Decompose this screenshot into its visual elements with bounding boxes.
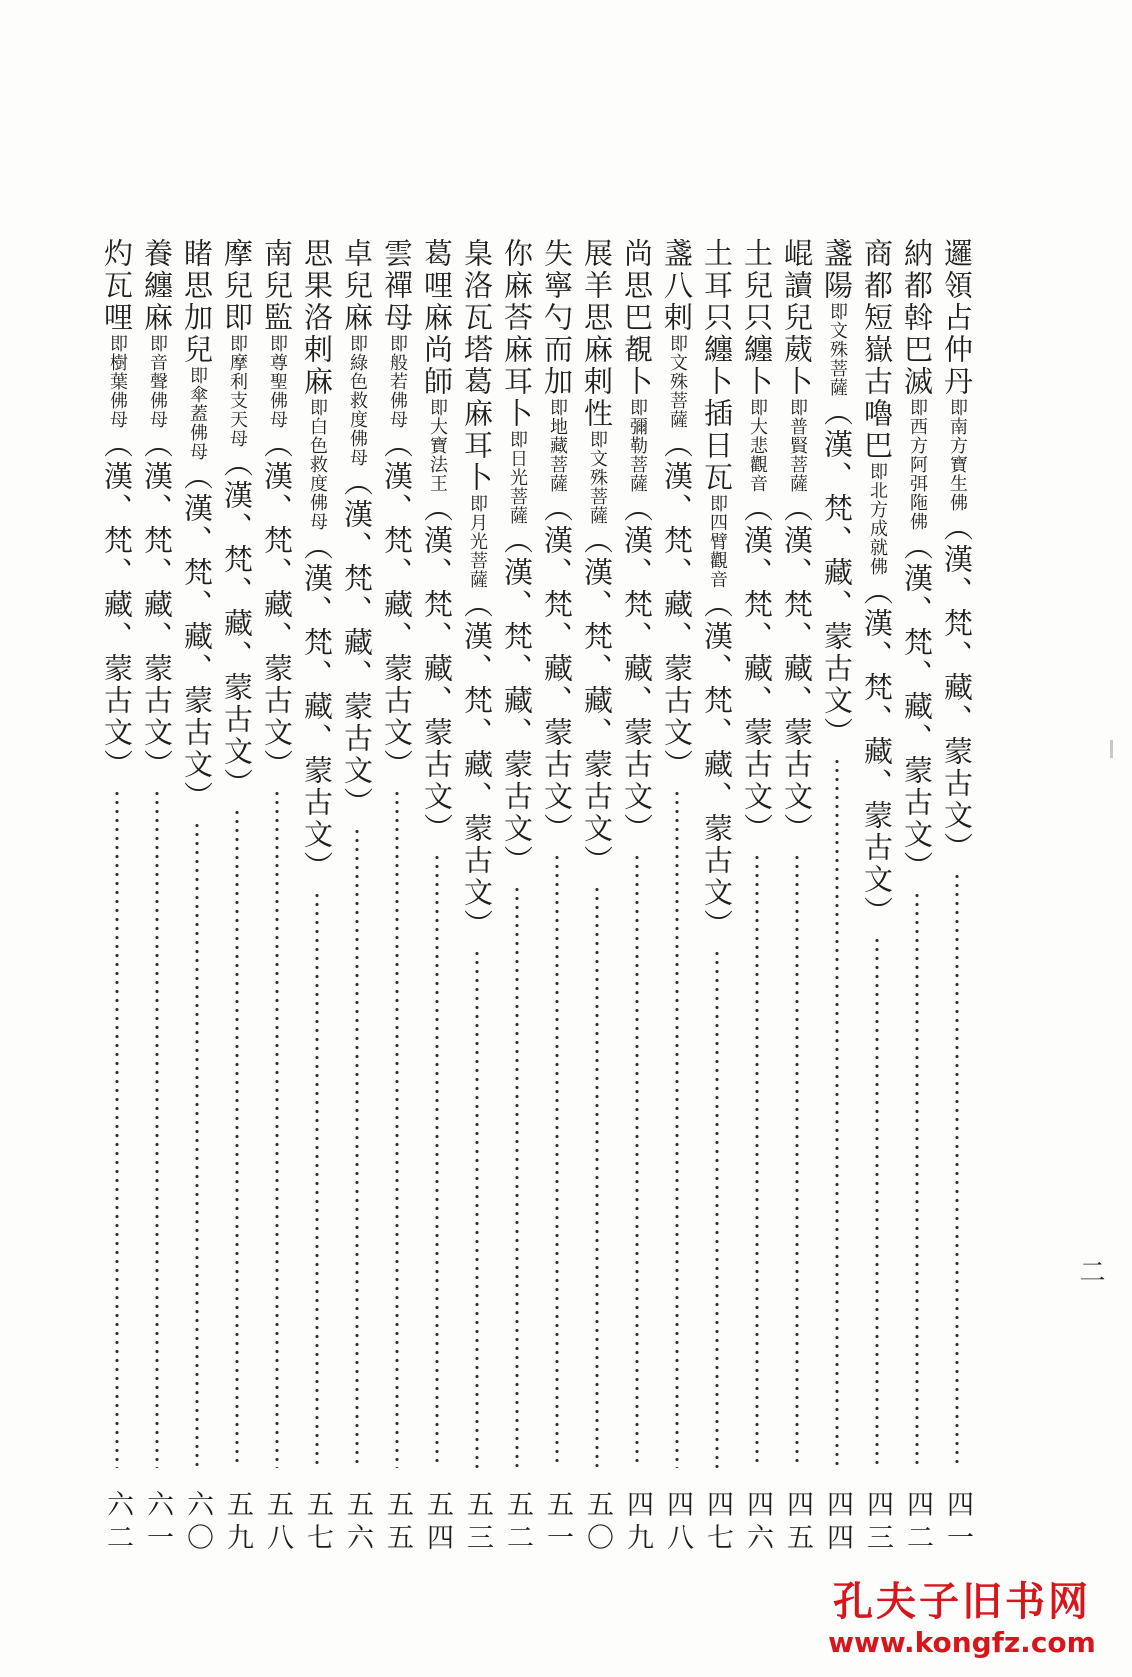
leader-dots (635, 853, 639, 1468)
entry-languages: （漢、梵、藏、蒙古文） (660, 429, 694, 781)
folio-number: 二 (1075, 1258, 1105, 1284)
entry-description: 即日光菩薩 (507, 430, 528, 525)
entry-languages: （漢、梵、藏、蒙古文） (780, 493, 814, 845)
page-number: 五一 (542, 1490, 573, 1556)
scan-edge-mark (1110, 740, 1113, 758)
toc-entry[interactable] (940, 238, 974, 1568)
page-number: 四三 (862, 1490, 893, 1556)
leader-dots (475, 949, 479, 1468)
entry-description: 即彌勒菩薩 (627, 398, 648, 493)
page-number: 五二 (502, 1490, 533, 1556)
entry-name: 思果洛剌麻 (300, 238, 334, 398)
page-number: 五六 (342, 1490, 373, 1556)
leader-dots (715, 949, 719, 1468)
entry-description: 即大寶法王 (427, 398, 448, 493)
toc-entry[interactable] (620, 238, 654, 1568)
entry-description: 即傘蓋佛母 (187, 366, 208, 461)
entry-languages: （漢、梵、藏、蒙古文） (900, 531, 934, 883)
page-number: 五五 (382, 1490, 413, 1556)
toc-entry[interactable] (580, 238, 614, 1568)
toc-entry[interactable] (180, 238, 214, 1568)
entry-languages: （漢、梵、藏、蒙古文） (340, 467, 374, 819)
entry-languages: （漢、梵、藏、蒙古文） (860, 576, 894, 928)
leader-dots (595, 885, 599, 1468)
toc-entry[interactable] (380, 238, 414, 1568)
page-number: 四八 (662, 1490, 693, 1556)
leader-dots (435, 853, 439, 1468)
watermark-title: 孔夫子旧书网 (833, 1579, 1091, 1625)
toc-entry[interactable] (700, 238, 734, 1568)
toc-entry[interactable] (460, 238, 494, 1568)
entry-description: 即文殊菩薩 (667, 334, 688, 429)
table-of-contents (100, 238, 1040, 1568)
entry-name: 尚思巴覩卜 (620, 238, 654, 398)
entry-name: 商都短嶽古嚕巴 (860, 238, 894, 462)
toc-entry[interactable] (140, 238, 174, 1568)
entry-description: 即音聲佛母 (147, 334, 168, 429)
leader-dots (955, 872, 959, 1468)
page-number: 五〇 (582, 1490, 613, 1556)
entry-languages: （漢、梵、藏、蒙古文） (380, 429, 414, 781)
entry-name: 你麻荅麻耳卜 (500, 238, 534, 430)
entry-name: 展羊思麻剌性 (580, 238, 614, 430)
entry-name: 盞八剌 (660, 238, 694, 334)
page-number: 五七 (302, 1490, 333, 1556)
entry-languages: （漢、梵、藏、蒙古文） (180, 461, 214, 813)
page-number: 四四 (822, 1490, 853, 1556)
entry-languages: （漢、梵、藏、蒙古文） (140, 429, 174, 781)
entry-name: 南兒監 (260, 238, 294, 334)
entry-description: 即北方成就佛 (867, 462, 888, 576)
entry-description: 即四臂觀音 (707, 494, 728, 589)
leader-dots (755, 853, 759, 1468)
entry-description: 即地藏菩薩 (547, 398, 568, 493)
page-number: 五八 (262, 1490, 293, 1556)
page-number: 五三 (462, 1490, 493, 1556)
entry-description: 即白色救度佛母 (307, 398, 328, 531)
entry-description: 即般若佛母 (387, 334, 408, 429)
toc-entry[interactable] (260, 238, 294, 1568)
leader-dots (195, 821, 199, 1468)
entry-name: 盞陽 (820, 238, 854, 302)
entry-name: 失寧勺而加 (540, 238, 574, 398)
leader-dots (875, 936, 879, 1468)
entry-name: 崐讀兒葳卜 (780, 238, 814, 398)
leader-dots (275, 789, 279, 1468)
entry-name: 雲禪母 (380, 238, 414, 334)
entry-languages: （漢、梵、藏、蒙古文） (460, 589, 494, 941)
toc-entry[interactable] (660, 238, 694, 1568)
page-number: 六〇 (182, 1490, 213, 1556)
leader-dots (315, 891, 319, 1468)
page-number: 六二 (102, 1490, 133, 1556)
entry-name: 葛哩麻尚師 (420, 238, 454, 398)
toc-entry[interactable] (820, 238, 854, 1568)
page-number: 四六 (742, 1490, 773, 1556)
entry-languages: （漢、梵、藏、蒙古文） (220, 448, 254, 800)
leader-dots (155, 789, 159, 1468)
entry-name: 灼瓦哩 (100, 238, 134, 334)
leader-dots (115, 789, 119, 1468)
toc-entry[interactable] (500, 238, 534, 1568)
toc-entry[interactable] (340, 238, 374, 1568)
leader-dots (555, 853, 559, 1468)
entry-name: 養纏麻 (140, 238, 174, 334)
entry-description: 即尊聖佛母 (267, 334, 288, 429)
entry-name: 摩兒即 (220, 238, 254, 334)
toc-entry[interactable] (740, 238, 774, 1568)
entry-description: 即文殊菩薩 (827, 302, 848, 397)
toc-entry[interactable] (100, 238, 134, 1568)
entry-languages: （漢、梵、藏、蒙古文） (260, 429, 294, 781)
page-number: 五四 (422, 1490, 453, 1556)
entry-description: 即月光菩薩 (467, 494, 488, 589)
leader-dots (835, 757, 839, 1468)
entry-languages: （漢、梵、藏、蒙古文） (500, 525, 534, 877)
entry-languages: （漢、梵、藏、蒙古文） (580, 525, 614, 877)
page-number: 四一 (942, 1490, 973, 1556)
watermark (812, 1578, 1112, 1660)
page-number: 四七 (702, 1490, 733, 1556)
entry-name: 睹思加兒 (180, 238, 214, 366)
entry-languages: （漢、梵、藏、蒙古文） (420, 493, 454, 845)
entry-languages: （漢、梵、藏、蒙古文） (940, 512, 974, 864)
entry-languages: （漢、梵、藏、蒙古文） (540, 493, 574, 845)
page-number: 五九 (222, 1490, 253, 1556)
leader-dots (395, 789, 399, 1468)
page-number: 四九 (622, 1490, 653, 1556)
toc-entry[interactable] (540, 238, 574, 1568)
entry-name: 土兒只纏卜 (740, 238, 774, 398)
toc-entry[interactable] (900, 238, 934, 1568)
entry-name: 納都斡巴滅 (900, 238, 934, 398)
entry-languages: （漢、梵、藏、蒙古文） (700, 589, 734, 941)
page-number: 四二 (902, 1490, 933, 1556)
entry-name: 土耳只纏卜插日瓦 (700, 238, 734, 494)
entry-languages: （漢、梵、藏、蒙古文） (300, 531, 334, 883)
entry-description: 即文殊菩薩 (587, 430, 608, 525)
toc-entry[interactable] (780, 238, 814, 1568)
toc-entry[interactable] (300, 238, 334, 1568)
leader-dots (235, 808, 239, 1468)
entry-name: 邏領占仲丹 (940, 238, 974, 398)
entry-description: 即普賢菩薩 (787, 398, 808, 493)
entry-description: 即西方阿弭陁佛 (907, 398, 928, 531)
entry-languages: （漢、梵、藏、蒙古文） (740, 493, 774, 845)
page-number: 四五 (782, 1490, 813, 1556)
leader-dots (675, 789, 679, 1468)
entry-languages: （漢、梵、藏、蒙古文） (620, 493, 654, 845)
entry-name: 臬洛瓦塔葛麻耳卜 (460, 238, 494, 494)
toc-entry[interactable] (860, 238, 894, 1568)
entry-description: 即大悲觀音 (747, 398, 768, 493)
toc-entry[interactable] (220, 238, 254, 1568)
entry-languages: （漢、梵、藏、蒙古文） (820, 397, 854, 749)
leader-dots (915, 891, 919, 1468)
leader-dots (355, 827, 359, 1468)
page-number: 六一 (142, 1490, 173, 1556)
entry-description: 即摩利支天母 (227, 334, 248, 448)
toc-entry[interactable] (420, 238, 454, 1568)
entry-name: 卓兒麻 (340, 238, 374, 334)
watermark-url: www.kongfz.com (828, 1626, 1096, 1659)
entry-description: 即樹葉佛母 (107, 334, 128, 429)
entry-languages: （漢、梵、藏、蒙古文） (100, 429, 134, 781)
entry-description: 即綠色救度佛母 (347, 334, 368, 467)
leader-dots (515, 885, 519, 1468)
entry-description: 即南方寶生佛 (947, 398, 968, 512)
leader-dots (795, 853, 799, 1468)
